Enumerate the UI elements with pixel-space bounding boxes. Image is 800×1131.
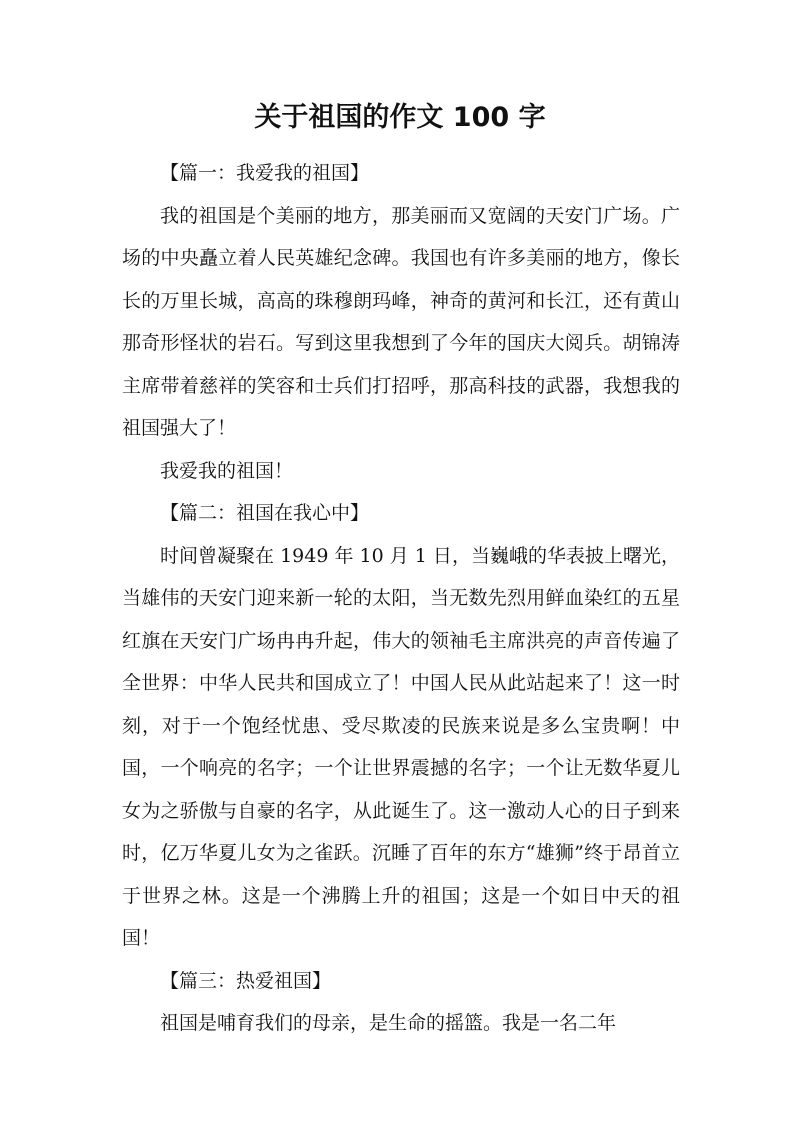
section-heading-2: 【篇二：祖国在我心中】: [160, 502, 370, 524]
section-1-paragraph-1: 我的祖国是个美丽的地方，那美丽而又宽阔的天安门广场。广场的中央矗立着人民英雄纪念碑。我国也有许多美丽的地方，像长长的万里长城，高高的珠穆朗玛峰，神奇的黄河和长江，还有黄山那奇形怪状的岩石。写到这里我想到了今年的国庆大阅兵。胡锦涛主席带着慈祥的笑容和士兵们打招呼，那高科技的武器，我想我的祖国强大了！: [122, 204, 680, 439]
section-3-paragraph-1: 祖国是哺育我们的母亲，是生命的摇篮。我是一名二年: [160, 1012, 617, 1034]
section-heading-3: 【篇三：热爱祖国】: [160, 969, 332, 992]
section-1-paragraph-2: 我爱我的祖国！: [160, 459, 294, 482]
document-title: 关于祖国的作文 100 字: [254, 102, 546, 133]
document-body: [122, 152, 680, 1045]
section-2-paragraph-1: 时间曾凝聚在 1949 年 10 月 1 日，当巍峨的华表披上曙光，当雄伟的天安门迎来新一轮的太阳，当无数先烈用鲜血染红的五星红旗在天安门广场冉冉升起，伟大的领袖毛主席洪亮的声音传遍了全世界：中华人民共和国成立了！中国人民从此站起来了！这一时刻，对于一个饱经忧患、受尽欺凌的民族来说是多么宝贵啊！中国，一个响亮的名字；一个让世界震撼的名字；一个让无数华夏儿女为之骄傲与自豪的名字，从此诞生了。这一激动人心的日子到来时，亿万华夏儿女为之雀跃。沉睡了百年的东方“雄狮”终于昂首立于世界之林。这是一个沸腾上升的祖国；这是一个如日中天的祖国！: [122, 544, 680, 949]
section-heading-1: 【篇一：我爱我的祖国】: [160, 162, 370, 184]
